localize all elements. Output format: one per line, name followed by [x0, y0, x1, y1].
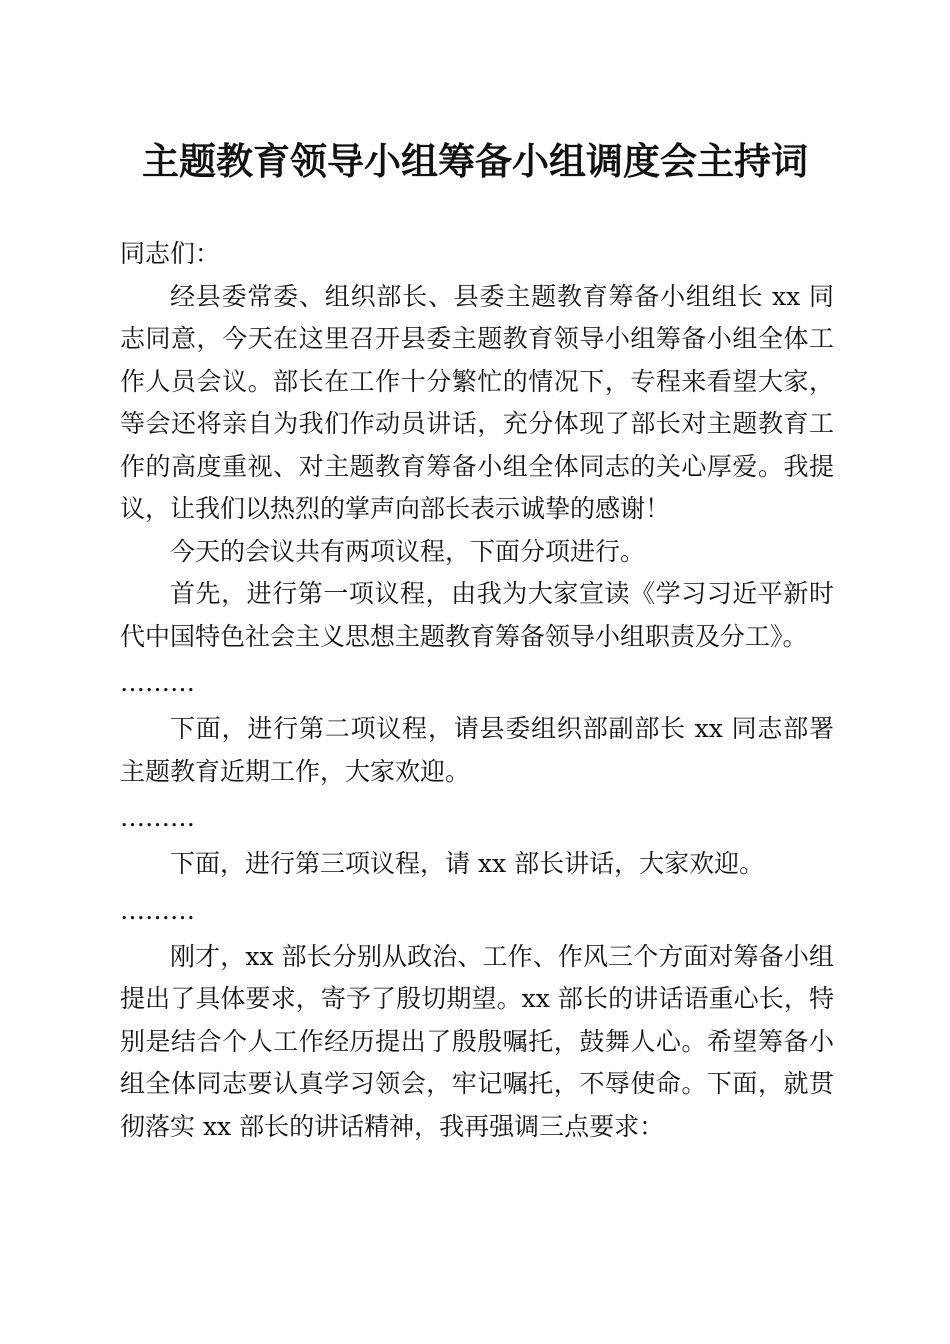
paragraph-item-three: 下面，进行第三项议程，请 xx 部长讲话，大家欢迎。 [170, 849, 765, 878]
paragraph-item-one: 首先，进行第一项议程，由我为大家宣读《学习习近平新时代中国特色社会主义思想主题教育筹备领导小组职责及分工》。 [120, 579, 834, 651]
document-title: 主题教育领导小组筹备小组调度会主持词 [142, 139, 808, 183]
ellipsis-two: ……… [120, 803, 195, 832]
ellipsis-three: ……… [120, 895, 195, 925]
paragraph-opening: 经县委常委、组织部长、县委主题教育筹备小组组长 xx 同志同意，今天在这里召开县委主题教育领导小组筹备小组全体工作人员会议。部长在工作十分繁忙的情况下，专程来看望大家，等会还将亲自为我们作动员讲话，充分体现了部长对主题教育工作的高度重视、对主题教育筹备小组全体同志的关心厚爱。我提议，让我们以热烈的掌声向部长表示诚挚的感谢！ [120, 281, 834, 523]
paragraph-item-two: 下面，进行第二项议程，请县委组织部副部长 xx 同志部署主题教育近期工作，大家欢迎。 [120, 714, 834, 786]
paragraph-summary: 刚才，xx 部长分别从政治、工作、作风三个方面对筹备小组提出了具体要求，寄予了殷切期望。xx 部长的讲话语重心长，特别是结合个人工作经历提出了殷殷嘱托，鼓舞人心。希望筹备小组全体同志要认真学习领会，牢记嘱托，不辱使命。下面，就贯彻落实 xx 部长的讲话精神，我再强调三点要求： [120, 941, 834, 1141]
salutation: 同志们： [120, 239, 221, 268]
ellipsis-one: ……… [120, 668, 195, 697]
document-body [120, 233, 834, 1148]
paragraph-agenda: 今天的会议共有两项议程，下面分项进行。 [170, 536, 646, 566]
